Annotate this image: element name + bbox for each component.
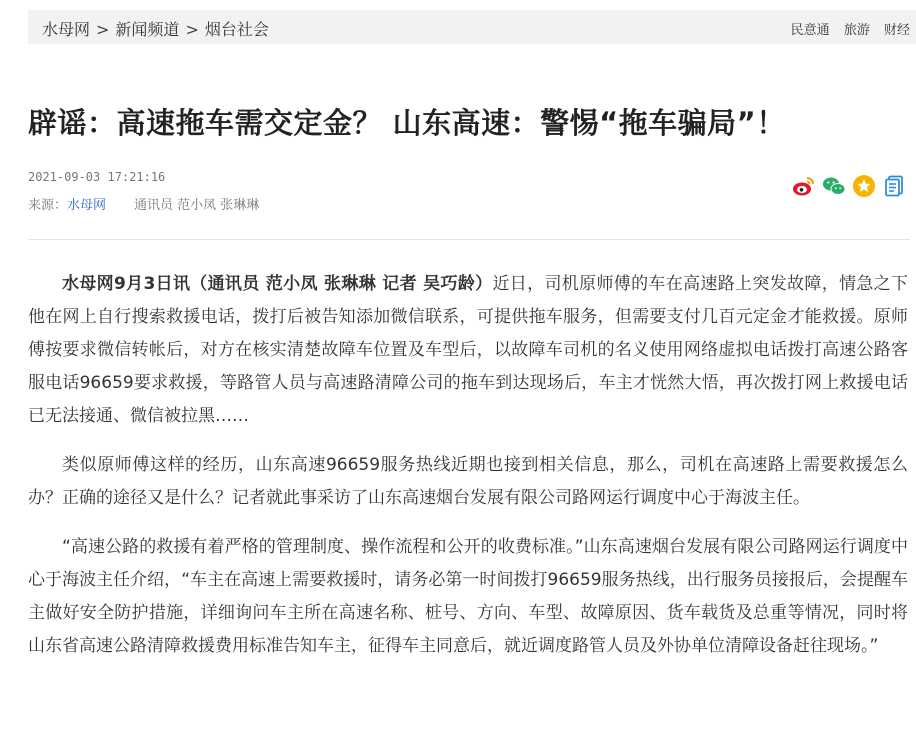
copy-icon[interactable] [882,174,906,198]
top-nav-bar [28,10,916,44]
toplink-minyitong[interactable]: 民意通 [790,23,830,38]
wechat-icon[interactable] [822,174,846,198]
favorite-icon[interactable] [852,174,876,198]
paragraph [28,268,908,433]
source-link[interactable]: 水母网 [67,198,107,213]
breadcrumb [42,17,269,40]
breadcrumb-separator: > [185,20,199,39]
header-divider [28,239,910,240]
paragraph-text: 近日，司机原师傅的车在高速路上突发故障，情急之下他在网上自行搜索救援电话，拨打后被告知添加微信联系，可提供拖车服务，但需要支付几百元定金才能救援。原师傅按要求微信转帐后，对方在核实清楚故障车位置及车型后，以故障车司机的名义使用网络虚拟电话拨打高速公路客服电话96659要求救援，等路管人员与高速路清障公司的拖车到达现场后，车主才恍然大悟，再次拨打网上救援电话已无法接通、微信被拉黑…… [28,274,908,426]
source-label: 来源： [28,198,68,213]
article-body [28,268,908,679]
article-meta [28,170,259,213]
top-links [781,19,910,38]
breadcrumb-section[interactable]: 烟台社会 [204,20,269,39]
paragraph [28,531,908,663]
publish-datetime: 2021-09-03 17:21:16 [28,170,166,184]
toplink-finance[interactable]: 财经 [883,23,910,38]
paragraph-lead: 水母网9月3日讯（通讯员 范小凤 张琳琳 记者 吴巧龄） [62,274,493,294]
article-title: 辟谣：高速拖车需交定金？ 山东高速：警惕“拖车骗局”！ [28,106,786,140]
breadcrumb-site[interactable]: 水母网 [42,20,91,39]
paragraph-text: “高速公路的救援有着严格的管理制度、操作流程和公开的收费标准。”山东高速烟台发展有限公司路网运行调度中心于海波主任介绍，“车主在高速上需要救援时，请务必第一时间拨打96659服务热线，出行服务员接报后，会提醒车主做好安全防护措施，详细询问车主所在高速名称、桩号、方向、车型、故障原因、货车载货及总重等情况，同时将山东省高速公路清障救援费用标准告知车主，征得车主同意后，就近调度路管人员及外协单位清障设备赶往现场。” [28,537,908,656]
toplink-travel[interactable]: 旅游 [843,23,870,38]
breadcrumb-channel[interactable]: 新闻频道 [115,20,180,39]
breadcrumb-separator: > [96,20,110,39]
source-line [28,194,259,213]
reporters: 通讯员 范小凤 张琳琳 [134,198,260,213]
paragraph [28,449,908,515]
paragraph-text: 类似原师傅这样的经历，山东高速96659服务热线近期也接到相关信息，那么，司机在高速路上需要救援怎么办？正确的途径又是什么？记者就此事采访了山东高速烟台发展有限公司路网运行调度中心于海波主任。 [28,455,908,508]
weibo-icon[interactable] [792,174,816,198]
share-toolbar [792,174,906,198]
